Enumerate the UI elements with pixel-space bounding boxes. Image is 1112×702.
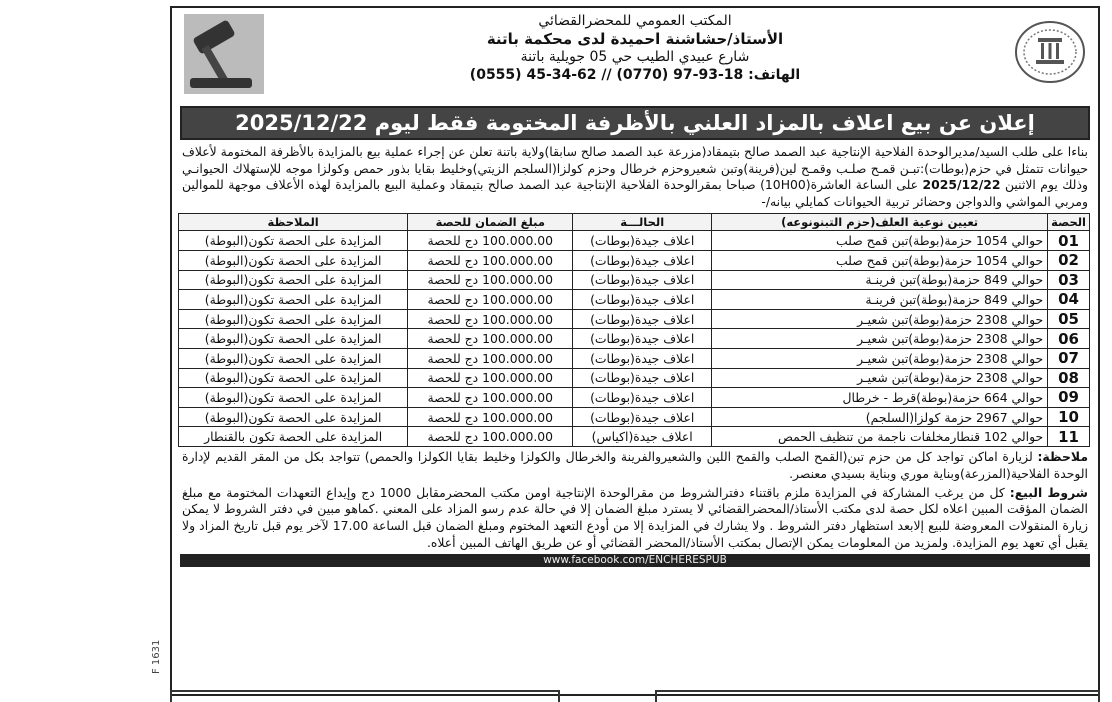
lot-number: 08 — [1048, 368, 1090, 388]
lot-note: المزايدة على الحصة تكون(البوطة) — [179, 329, 408, 349]
table-row — [179, 407, 1090, 427]
bailiff-name: الأستاذ/حشاشنة احميدة لدى محكمة باتنة — [486, 30, 784, 48]
lot-note: المزايدة على الحصة تكون بالقنطار — [179, 427, 408, 447]
lot-note: المزايدة على الحصة تكون(البوطة) — [179, 407, 408, 427]
lot-note: المزايدة على الحصة تكون(البوطة) — [179, 290, 408, 310]
lot-kind: حوالي 1054 حزمة(بوطة)تبن قمح صلب — [712, 231, 1048, 251]
lot-price: 100.000.00 دج للحصة — [408, 348, 573, 368]
lot-note: المزايدة على الحصة تكون(البوطة) — [179, 309, 408, 329]
col-kind: تعيين نوعية العلف(حزم التبنونوعه) — [712, 214, 1048, 231]
table-row — [179, 270, 1090, 290]
next-announcement-box-left — [170, 690, 560, 702]
lot-number: 11 — [1048, 427, 1090, 447]
conditions-label: شروط البيع: — [1009, 484, 1088, 500]
note-text: لزيارة اماكن تواجد كل من حزم تبن(القمح الصلب والقمح اللين والشعيروالفرينة والخرطال والكولزا وخليط بقايا الكولزا والحمص) تتواجد بكل من المقر القديم لإدارة الوحدة الفلاحية(المزرعة)وبناية موري وبناية بسيدي معنصر. — [182, 448, 1088, 481]
lot-kind: حوالي 102 قنطارمخلفات ناجمة من تنظيف الحمص — [712, 427, 1048, 447]
col-note: الملاحظة — [179, 214, 408, 231]
lot-number: 05 — [1048, 309, 1090, 329]
table-row — [179, 427, 1090, 447]
next-announcement-box-right — [655, 690, 1100, 702]
lot-state: اعلاف جيدة(بوطات) — [573, 270, 712, 290]
sale-conditions — [172, 483, 1098, 552]
lot-price: 100.000.00 دج للحصة — [408, 427, 573, 447]
col-lot: الحصة — [1048, 214, 1090, 231]
conditions-text: كل من يرغب المشاركة في المزايدة ملزم باقتناء دفترالشروط من مقرالوحدة الإنتاجية اومن مكتب المحضرمقابل 1000 دج وإيداع التعهدات المختومة مع مبلغ الضمان المؤقت المبين اعلاه لكل حصة لدى مكتب الأستاذ/المحضرالقضائي لا يسترد مبلغ الضمان إلا في حالة عدم رسو المزاد على المعني .كماهو مبين في دفتر الشروط لا يمكن زيارة المنقولات المعروضة للبيع إلابعد استظهار دفتر الشروط . ولا يشارك في المزايدة إلا من أودع التعهد المختوم ومبلغ الضمان قبل الساعة 17.00 لآخر يوم قبل تاريخ المزاد ولا يقبل أي تعهد يوم المزايدة. ولمزيد من المعلومات يمكن الإتصال بمكتب الأستاذ/المحضر القضائي أو عن طريق الهاتف المبين أعلاه. — [182, 484, 1088, 550]
lot-note: المزايدة على الحصة تكون(البوطة) — [179, 348, 408, 368]
lot-kind: حوالي 2967 حزمة كولزا(السلجم) — [712, 407, 1048, 427]
lot-note: المزايدة على الحصة تكون(البوطة) — [179, 270, 408, 290]
lot-number: 06 — [1048, 329, 1090, 349]
table-row — [179, 368, 1090, 388]
lot-state: اعلاف جيدة(بوطات) — [573, 290, 712, 310]
lot-kind: حوالي 2308 حزمة(بوطة)تبن شعيـر — [712, 348, 1048, 368]
lot-number: 07 — [1048, 348, 1090, 368]
intro-text-2: على الساعة العاشرة(10H00) صباحا بمقرالوحدة الفلاحية الإنتاجية عبد الصمد صالح بتيمقاد وعملية البيع بالمزايدة لهذه الأعلاف موجهة للموالين ومربي المواشي والدواجن وحضائر تربية الحيوانات كمايلي بيانه/- — [182, 177, 1088, 209]
lot-note: المزايدة على الحصة تكون(البوطة) — [179, 250, 408, 270]
intro-text-1: بناءا على طلب السيد/مديرالوحدة الفلاحية الإنتاجية عبد الصمد صالح بتيمقاد(مزرعة عبد الصمد صالح سابقا)ولاية باتنة تعلن عن إجراء عملية بيع بالمزايدة بالأظرفة المختومة لأعلاف حيوانات تتمثل في حزم(بوطات):تبـن قمـح صلـب وقمـح لين(فرينة)وتبن شعيروحزم خرطال وحزم كولزا(السلجم الزيتي)وخليط بقايا بذور حمص وكولزا موجه للإستهلاك الحيوانـي وذلك يوم الاثنين — [182, 144, 1088, 193]
lot-kind: حوالي 2308 حزمة(بوطة)تبن شعيـر — [712, 368, 1048, 388]
court-seal-icon — [1010, 16, 1090, 88]
lot-state: اعلاف جيدة(بوطات) — [573, 368, 712, 388]
lot-price: 100.000.00 دج للحصة — [408, 290, 573, 310]
lot-kind: حوالي 2308 حزمة(بوطة)تبن شعيـر — [712, 329, 1048, 349]
lot-state: اعلاف جيدة(بوطات) — [573, 388, 712, 408]
lot-price: 100.000.00 دج للحصة — [408, 250, 573, 270]
facebook-link[interactable]: www.facebook.com/ENCHERESPUB — [180, 554, 1090, 567]
lot-kind: حوالي 849 حزمة(بوطة)تبن فرينـة — [712, 290, 1048, 310]
lot-number: 10 — [1048, 407, 1090, 427]
lot-price: 100.000.00 دج للحصة — [408, 368, 573, 388]
announcement-banner: إعلان عن بيع اعلاف بالمزاد العلني بالأظرفة المختومة فقط ليوم 2025/12/22 — [180, 106, 1090, 140]
announcement-page — [170, 6, 1100, 696]
lot-kind: حوالي 1054 حزمة(بوطة)تبن قمح صلب — [712, 250, 1048, 270]
table-row — [179, 290, 1090, 310]
lot-state: اعلاف جيدة(بوطات) — [573, 309, 712, 329]
table-header-row — [179, 214, 1090, 231]
lot-number: 02 — [1048, 250, 1090, 270]
lot-price: 100.000.00 دج للحصة — [408, 231, 573, 251]
lot-state: اعلاف جيدة(بوطات) — [573, 231, 712, 251]
lot-kind: حوالي 664 حزمة(بوطة)قرط - خرطال — [712, 388, 1048, 408]
table-row — [179, 348, 1090, 368]
lot-number: 09 — [1048, 388, 1090, 408]
lot-number: 04 — [1048, 290, 1090, 310]
lot-price: 100.000.00 دج للحصة — [408, 329, 573, 349]
col-state: الحالـــة — [573, 214, 712, 231]
lots-table — [178, 213, 1090, 447]
table-row — [179, 388, 1090, 408]
table-row — [179, 309, 1090, 329]
lot-note: المزايدة على الحصة تكون(البوطة) — [179, 388, 408, 408]
intro-paragraph — [172, 140, 1098, 210]
lot-price: 100.000.00 دج للحصة — [408, 309, 573, 329]
visit-note — [172, 447, 1098, 483]
lot-number: 03 — [1048, 270, 1090, 290]
reference-code: F 1631 — [151, 639, 162, 674]
header — [172, 8, 1098, 106]
col-price: مبلغ الضمان للحصة — [408, 214, 573, 231]
auction-date: 2025/12/22 — [922, 177, 1001, 193]
lot-state: اعلاف جيدة(بوطات) — [573, 407, 712, 427]
lot-state: اعلاف جيدة(اكياس) — [573, 427, 712, 447]
table-row — [179, 231, 1090, 251]
lot-state: اعلاف جيدة(بوطات) — [573, 348, 712, 368]
office-name: المكتب العمومي للمحضرالقضائي — [538, 13, 732, 29]
lot-price: 100.000.00 دج للحصة — [408, 270, 573, 290]
lot-note: المزايدة على الحصة تكون(البوطة) — [179, 231, 408, 251]
table-row — [179, 329, 1090, 349]
note-label: ملاحظة: — [1037, 448, 1088, 464]
lot-kind: حوالي 2308 حزمة(بوطة)تبن شعيـر — [712, 309, 1048, 329]
lot-kind: حوالي 849 حزمة(بوطة)تبن فرينـة — [712, 270, 1048, 290]
gavel-icon — [184, 14, 264, 94]
table-row — [179, 250, 1090, 270]
lot-note: المزايدة على الحصة تكون(البوطة) — [179, 368, 408, 388]
office-address: شارع عبيدي الطيب حي 05 جويلية باتنة — [520, 49, 750, 65]
office-phone: الهاتف: 18-93-97 (0770) // 62-34-45 (0555) — [469, 67, 801, 83]
lot-price: 100.000.00 دج للحصة — [408, 407, 573, 427]
lot-number: 01 — [1048, 231, 1090, 251]
lot-state: اعلاف جيدة(بوطات) — [573, 329, 712, 349]
lot-state: اعلاف جيدة(بوطات) — [573, 250, 712, 270]
lot-price: 100.000.00 دج للحصة — [408, 388, 573, 408]
